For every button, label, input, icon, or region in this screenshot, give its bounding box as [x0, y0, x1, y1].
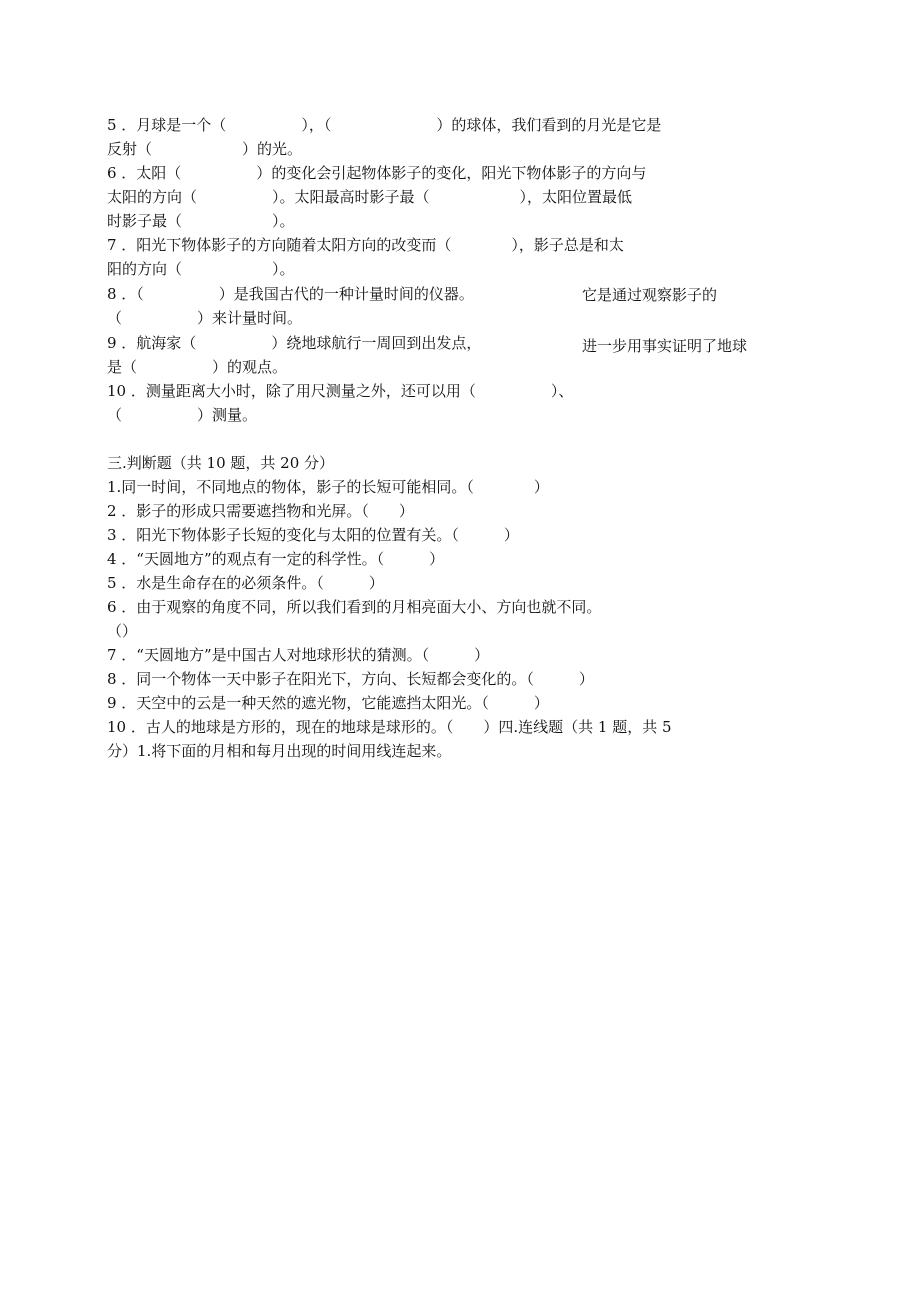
question-8-line-1: 8 ．（ ）是我国古代的一种计量时间的仪器。 — [107, 285, 474, 303]
question-10-line-2: （ ）测量。 — [107, 406, 258, 424]
judgment-item-8: 8 ．同一个物体一天中影子在阳光下，方向、长短都会变化的。（ ） — [107, 670, 594, 688]
question-6-line-3: 时影子最（ ）。 — [107, 212, 295, 230]
judgment-item-10: 10 ．古人的地球是方形的，现在的地球是球形的。（ ）四.连线题（共 1 题，共 5 — [107, 718, 672, 736]
question-9-line-2: 是（ ）的观点。 — [107, 358, 288, 376]
judgment-item-4: 4 ．“天圆地方”的观点有一定的科学性。（ ） — [107, 550, 445, 568]
judgment-item-2: 2 ．影子的形成只需要遮挡物和光屏。（ ） — [107, 502, 414, 520]
judgment-item-1: 1.同一时间，不同地点的物体，影子的长短可能相同。（ ） — [107, 478, 549, 496]
judgment-item-6: 6 ．由于观察的角度不同，所以我们看到的月相亮面大小、方向也就不同。 — [107, 598, 602, 616]
judgment-item-6-answer: （） — [107, 622, 138, 640]
question-9-side-text: 进一步用事实证明了地球 — [582, 337, 748, 355]
judgment-item-3: 3 ．阳光下物体影子长短的变化与太阳的位置有关。（ ） — [107, 526, 519, 544]
section-heading-judgment: 三.判断题（共 10 题，共 20 分） — [107, 454, 335, 472]
question-10-line-1: 10 ．测量距离大小时，除了用尺测量之外，还可以用（ ）、 — [107, 382, 574, 400]
question-7-line-2: 阳的方向（ ）。 — [107, 260, 295, 278]
question-5-line-1: 5 ．月球是一个（ ），（ ）的球体，我们看到的月光是它是 — [107, 116, 662, 134]
matching-question-1: 分）1.将下面的月相和每月出现的时间用线连起来。 — [107, 742, 452, 760]
question-6-line-1: 6 ．太阳（ ）的变化会引起物体影子的变化，阳光下物体影子的方向与 — [107, 164, 647, 182]
question-8-side-text: 它是通过观察影子的 — [582, 286, 718, 304]
question-5-line-2: 反射（ ）的光。 — [107, 140, 303, 158]
question-6-line-2: 太阳的方向（ ）。太阳最高时影子最（ ），太阳位置最低 — [107, 188, 633, 206]
question-8-line-2: （ ）来计量时间。 — [107, 309, 303, 327]
question-9-line-1: 9 ．航海家（ ）绕地球航行一周回到出发点， — [107, 334, 482, 352]
judgment-item-7: 7 ．“天圆地方”是中国古人对地球形状的猜测。（ ） — [107, 646, 490, 664]
judgment-item-9: 9 ．天空中的云是一种天然的遮光物，它能遮挡太阳光。（ ） — [107, 694, 549, 712]
question-7-line-1: 7 ．阳光下物体影子的方向随着太阳方向的改变而（ ），影子总是和太 — [107, 236, 624, 254]
judgment-item-5: 5 ．水是生命存在的必须条件。（ ） — [107, 574, 384, 592]
